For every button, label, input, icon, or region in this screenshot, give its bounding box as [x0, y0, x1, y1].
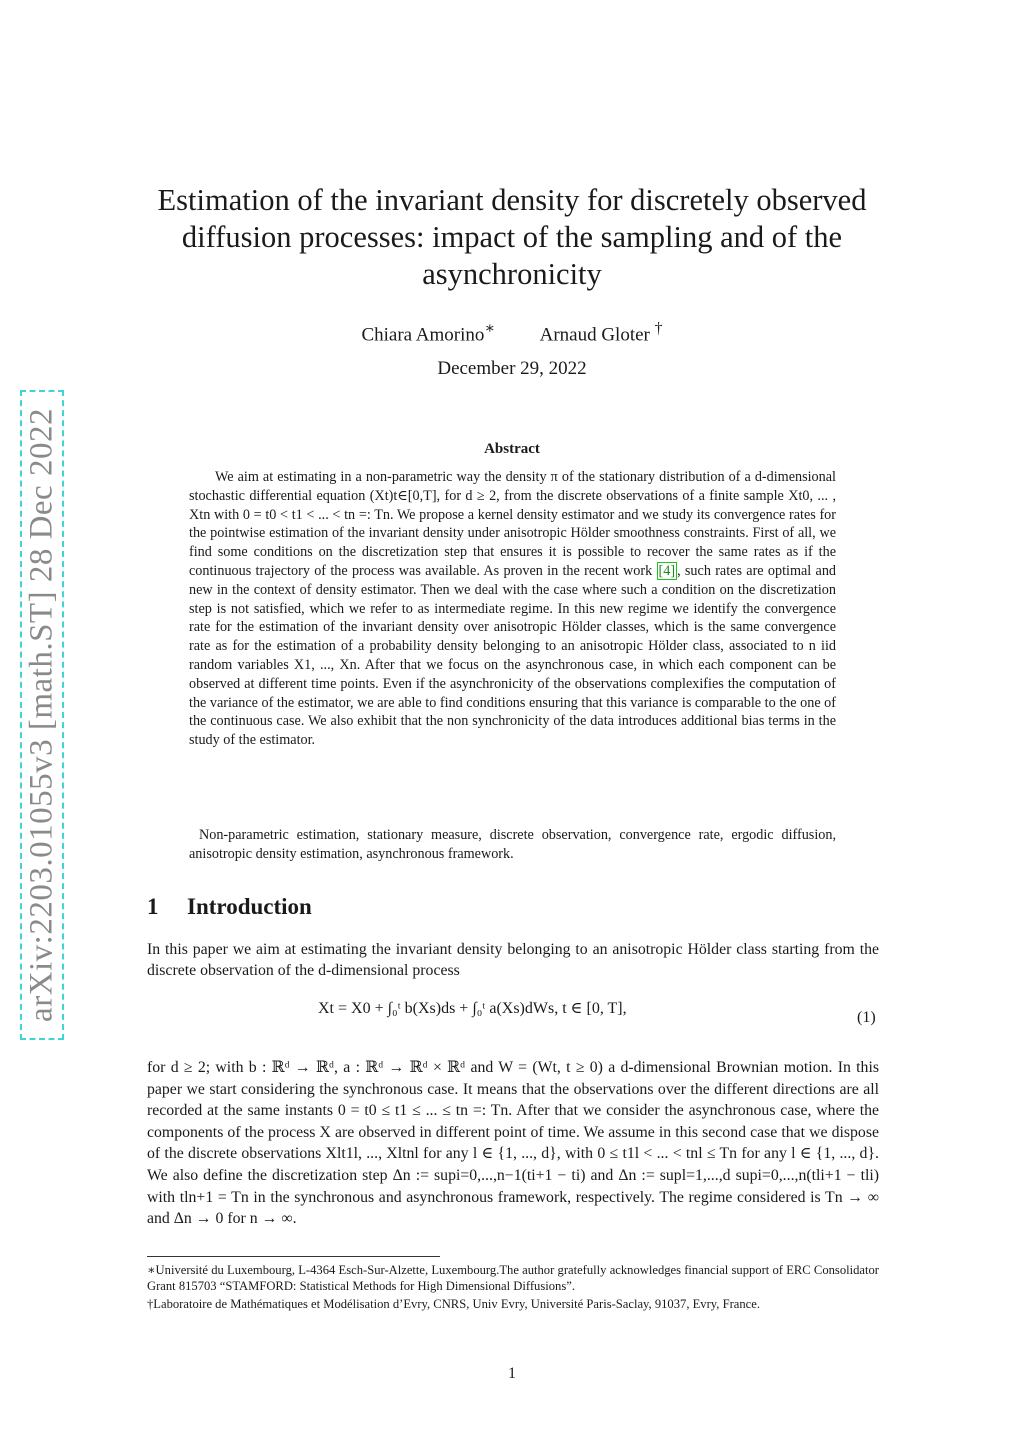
abstract-text-part1: We aim at estimating in a non-parametric way the density π of the stationary distribution of a d-dimensional stochastic differential equation (Xt)t∈[0,T], for d ≥ 2, from the discrete observations of a finite sample Xt0, ... , Xtn with 0 = t0 < t1 < ... < tn =: Tn. We propose a kernel density estimator and we study its convergence rates for the pointwise estimation of the invariant density under anisotropic Hölder smoothness constraints. First of all, we find some conditions on the discretization step that ensures it is possible to recover the same rates as if the continuous trajectory of the process was available. As proven in the recent work: [189, 469, 836, 579]
footnote-2: †Laboratoire de Mathématiques et Modélisation d’Evry, CNRS, Univ Evry, Université Paris-Saclay, 91037, Evry, France.: [147, 1297, 760, 1311]
equation-1: Xt = X0 + ∫₀ᵗ b(Xs)ds + ∫₀ᵗ a(Xs)dWs, t ∈ [0, T],: [318, 1000, 627, 1017]
author-line: [0, 318, 1024, 346]
author-mark-1: ∗: [484, 320, 496, 337]
arxiv-id: arXiv:2203.01055v3 [math.ST] 28 Dec 2022: [23, 408, 60, 1022]
equation-number: (1): [857, 1009, 876, 1026]
page-number: 1: [508, 1365, 516, 1382]
author-name-2: Arnaud Gloter: [539, 324, 650, 346]
keywords: Non-parametric estimation, stationary measure, discrete observation, convergence rate, ergodic diffusion, anisotropic density estimation, asynchronous framework.: [189, 827, 836, 862]
section-title: Introduction: [187, 894, 312, 919]
arxiv-stamp: [20, 390, 64, 1040]
section-number: 1: [147, 894, 159, 919]
abstract-text-part2: , such rates are optimal and new in the context of density estimator. Then we deal with the case where such a condition on the discretization step is not satisfied, which we refer to as intermediate regime. In this new regime we identify the convergence rate for the estimation of the invariant density over anisotropic Hölder classes, which is the same convergence rate as for the estimation of a probability density belonging to an anisotropic Hölder class, associated to n iid random variables X1, ..., Xn. After that we focus on the asynchronous case, in which each component can be observed at different time points. Even if the asynchronicity of the observations complexifies the computation of the variance of the estimator, we are able to find conditions ensuring that this variance is comparable to the one of the continuous case. We also exhibit that the non synchronicity of the data introduces additional bias terms in the study of the estimator.: [189, 562, 837, 749]
paper-title: Estimation of the invariant density for discretely observed diffusion processes: impact of the sampling and of the asynchronicity: [157, 183, 867, 291]
footnote-1: ∗Université du Luxembourg, L-4364 Esch-Sur-Alzette, Luxembourg.The author gratefully acknowledges financial support of ERC Consolidator Grant 815703 “STAMFORD: Statistical Methods for High Dimensional Diffusions”.: [147, 1263, 879, 1293]
citation-link[interactable]: [4]: [658, 562, 676, 579]
intro-paragraph-2: for d ≥ 2; with b : ℝᵈ → ℝᵈ, a : ℝᵈ → ℝᵈ × ℝᵈ and W = (Wt, t ≥ 0) a d-dimensional Brownian motion. In this paper we start considering the synchronous case. It means that the observations over the different directions are all recorded at the same instants 0 = t0 ≤ t1 ≤ ... ≤ tn =: Tn. After that we consider the asynchronous case, where the components of the process X are observed in different point of time. We assume in this second case that we dispose of the discrete observations Xlt1l, ..., Xltnl for any l ∈ {1, ..., d}, with 0 ≤ t1l < ... < tnl ≤ Tn for any l ∈ {1, ..., d}. We also define the discretization step Δn := supi=0,...,n−1(ti+1 − ti) and Δn := supl=1,...,d supi=0,...,n(tli+1 − tli) with tln+1 = Tn in the synchronous and asynchronous framework, respectively. The regime considered is Tn → ∞ and Δn → 0 for n → ∞.: [147, 1059, 879, 1228]
abstract-heading: Abstract: [484, 441, 540, 457]
abstract-text: [189, 468, 836, 750]
footnote-rule: [147, 1256, 440, 1257]
author-mark-2: †: [654, 320, 663, 337]
section-heading: [147, 894, 312, 920]
author-name-1: Chiara Amorino: [361, 324, 485, 346]
paper-date: December 29, 2022: [437, 358, 587, 379]
intro-paragraph-1: In this paper we aim at estimating the invariant density belonging to an anisotropic Hölder class starting from the discrete observation of the d-dimensional process: [147, 941, 879, 979]
